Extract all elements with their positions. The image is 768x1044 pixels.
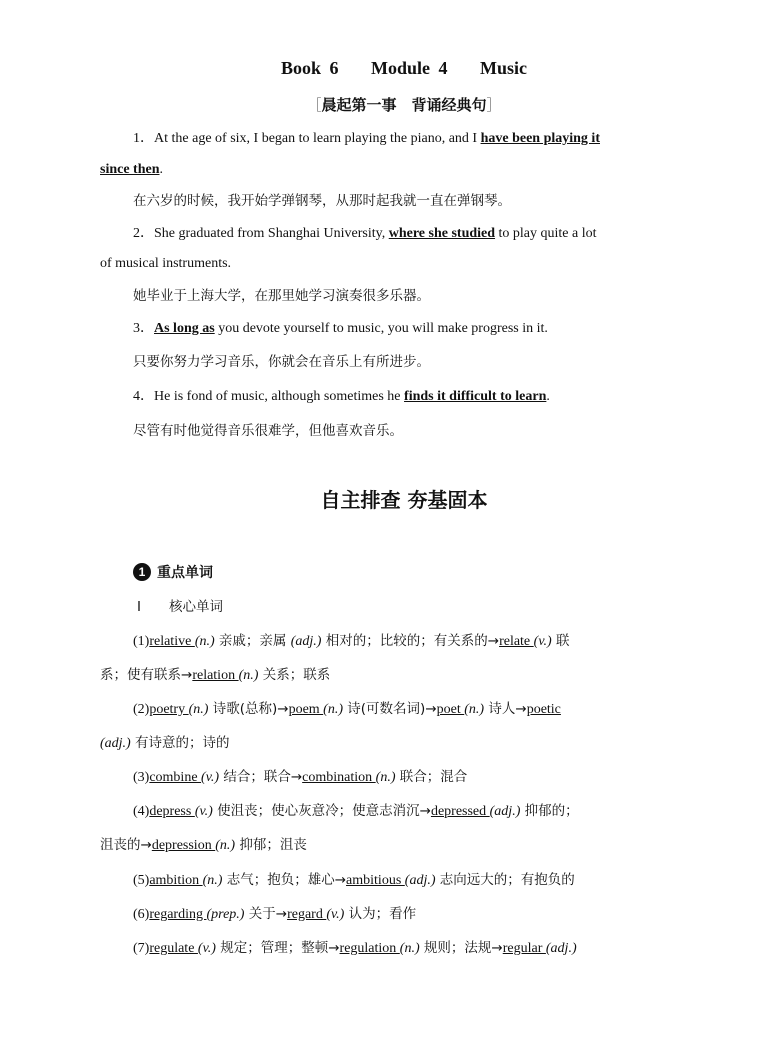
sentence-3: 3．As long as you devote yourself to music, you will make progress in it. [133,321,548,336]
sentence-2-translation: 她毕业于上海大学，在那里她学习演奏很多乐器。 [133,288,430,304]
number-badge-icon: 1 [133,563,151,581]
sentence-2-cont: of musical instruments. [100,256,232,271]
vocab-item-7: (7)regulate (v.) 规定；管理；整顿→regulation (n.) 规则；法规→regular (adj.) [133,940,577,956]
section-heading: 自主排查 夯基固本 [320,488,488,512]
answer-text: have been playing it [480,131,600,146]
topic-label: Music [480,58,528,78]
vocab-item-1-cont: 系；使有联系→relation (n.) 关系；联系 [100,667,331,683]
vocab-item-6: (6)regarding (prep.) 关于→regard (v.) 认为；看作 [133,906,417,922]
answer-text: where she studied [388,226,496,241]
sentence-4: 4．He is fond of music, although sometimes he finds it difficult to learn. [133,389,550,404]
vocab-item-4-cont: 沮丧的→depression (n.) 抑郁；沮丧 [100,837,307,853]
book-label: Book 6 [280,58,339,78]
vocab-item-2: (2)poetry (n.) 诗歌(总称)→poem (n.) 诗(可数名词)→poet (n.) 诗人→poetic [133,701,561,717]
key-words-label: 重点单词 [157,565,213,581]
sentence-3-translation: 只要你努力学习音乐，你就会在音乐上有所进步。 [133,354,430,370]
page-title [0,58,768,79]
answer-text: since then [100,162,160,177]
sub-heading: Ⅰ 核心单词 [137,599,223,615]
module-label: Module 4 [371,58,448,78]
sentence-1-translation: 在六岁的时候，我开始学弹钢琴，从那时起我就一直在弹钢琴。 [133,193,511,209]
key-words-heading [133,562,213,582]
vocab-item-4: (4)depress (v.) 使沮丧；使心灰意冷；使意志消沉→depressed (adj.) 抑郁的； [133,803,579,819]
sentence-4-translation: 尽管有时他觉得音乐很难学，但他喜欢音乐。 [133,423,403,439]
vocab-item-1: (1)relative (n.) 亲戚；亲属 (adj.) 相对的；比较的；有关系的→relate (v.) 联 [133,633,570,649]
sentence-1-cont: since then. [100,162,163,177]
vocab-item-5: (5)ambition (n.) 志气；抱负；雄心→ambitious (adj.) 志向远大的；有抱负的 [133,872,575,888]
vocab-item-2-cont: (adj.) 有诗意的；诗的 [100,735,230,751]
vocab-item-3: (3)combine (v.) 结合；联合→combination (n.) 联合；混合 [133,769,468,785]
section-subtitle: ［晨起第一事 背诵经典句］ [306,96,502,114]
answer-text: As long as [154,321,215,336]
sentence-1: 1．At the age of six, I began to learn playing the piano, and I have been playing it [133,131,600,146]
answer-text: finds it difficult to learn [404,389,547,404]
sentence-2: 2．She graduated from Shanghai University, where she studied to play quite a lot [133,226,597,241]
